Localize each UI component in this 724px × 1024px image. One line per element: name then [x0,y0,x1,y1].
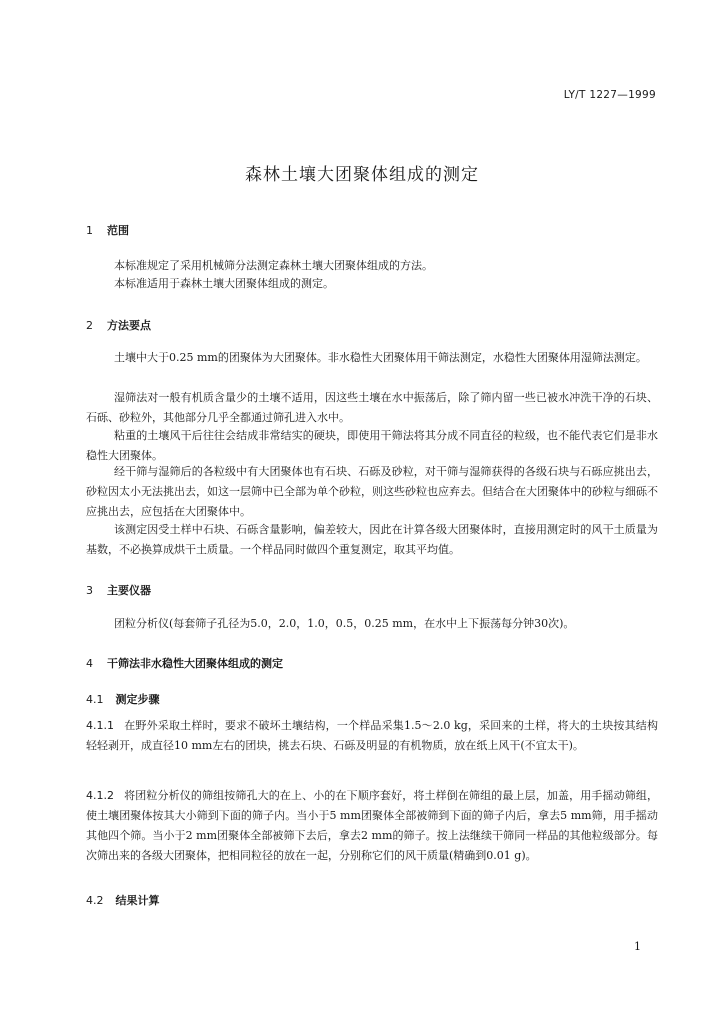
subsection-number: 4.1 [86,693,104,706]
paragraph: 土壤中大于0.25 mm的团聚体为大团聚体。非水稳性大团聚体用干筛法测定，水稳性大团聚体用湿筛法测定。 [114,351,647,364]
clause-number: 4.1.1 [86,719,114,732]
clause-text: 将团粒分析仪的筛组按筛孔大的在上、小的在下顺序套好，将土样倒在筛组的最上层，加盖，用手摇动筛组，使土壤团聚体按其大小筛到下面的筛子内。当小于5 mm团聚体全部被筛到下面的筛子内后，拿去5 mm筛，用手摇动其他四个筛。当小于2 mm团聚体全部被筛下去后，拿去2 mm的筛子。按上法继续干筛同一样品的其他粒级部分。每次筛出来的各级大团聚体，把相同粒径的放在一起，分别称它们的风干质量(精确到0.01 g)。 [86,789,658,862]
clause-4-1-1 [86,716,658,756]
section-title: 干筛法非水稳性大团聚体组成的测定 [107,657,283,670]
section-title: 方法要点 [107,319,151,332]
paragraph: 粘重的土壤风干后往往会结成非常结实的硬块，即使用干筛法将其分成不同直径的粒级，也不能代表它们是非水稳性大团聚体。 [86,429,658,462]
paragraph: 湿筛法对一般有机质含量少的土壤不适用，因这些土壤在水中振荡后，除了筛内留一些已被水冲洗干净的石块、石砾、砂粒外，其他部分几乎全都通过筛孔进入水中。 [86,391,658,424]
clause-4-1-2 [86,786,658,866]
section-1-heading [86,222,129,238]
page-number: 1 [634,940,641,953]
section-number: 1 [86,224,93,237]
subsection-title: 结果计算 [115,894,160,907]
document-title: 森林土壤大团聚体组成的测定 [245,165,479,185]
subsection-4-2-heading [86,892,160,908]
subsection-number: 4.2 [86,894,104,907]
clause-text: 在野外采取土样时，要求不破坏土壤结构，一个样品采集1.5～2.0 kg，采回来的土样，将大的土块按其结构轻轻剥开，成直径10 mm左右的团块，挑去石块、石砾及明显的有机物质，放在纸上风干(不宜太干)。 [86,719,658,752]
paragraph: 该测定因受土样中石块、石砾含量影响，偏差较大，因此在计算各级大团聚体时，直接用测定时的风干土质量为基数，不必换算成烘干土质量。一个样品同时做四个重复测定，取其平均值。 [86,523,658,556]
clause-number: 4.1.2 [86,789,114,802]
standard-code: LY/T 1227—1999 [563,89,656,101]
section-title: 范围 [107,224,129,237]
section-number: 4 [86,657,93,670]
paragraph: 本标准规定了采用机械筛分法测定森林土壤大团聚体组成的方法。 [114,259,433,272]
subsection-title: 测定步骤 [115,693,160,706]
paragraph: 团粒分析仪(每套筛子孔径为5.0，2.0，1.0，0.5，0.25 mm，在水中上下振荡每分钟30次)。 [114,617,575,630]
section-3-heading [86,582,151,598]
paragraph: 经干筛与湿筛后的各粒级中有大团聚体也有石块、石砾及砂粒，对干筛与湿筛获得的各级石块与石砾应挑出去，砂粒因太小无法挑出去，如这一层筛中已全部为单个砂粒，则这些砂粒也应弃去。但结合在大团聚体中的砂粒与细砾不应挑出去，应包括在大团聚体中。 [86,465,658,518]
section-number: 2 [86,319,93,332]
section-4-heading [86,655,283,671]
section-2-heading [86,317,151,333]
paragraph: 本标准适用于森林土壤大团聚体组成的测定。 [114,277,334,290]
section-number: 3 [86,584,93,597]
section-title: 主要仪器 [107,584,151,597]
subsection-4-1-heading [86,691,160,707]
